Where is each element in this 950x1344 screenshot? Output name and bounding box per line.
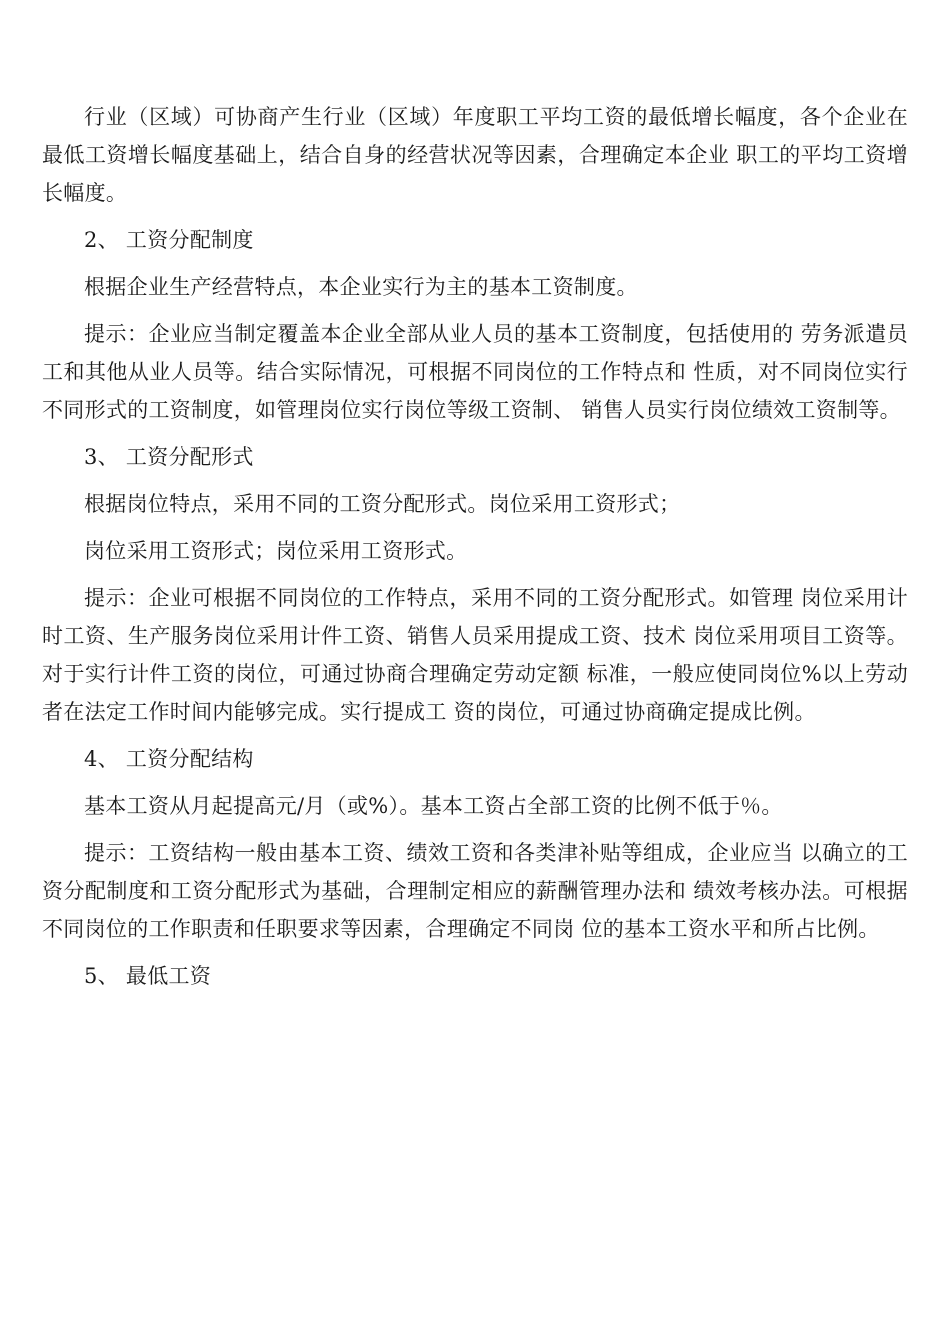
section-heading-2: 2、 工资分配制度 (84, 228, 254, 252)
section-heading-4: 4、 工资分配结构 (84, 747, 254, 771)
section-heading-3: 3、 工资分配形式 (84, 445, 254, 469)
paragraph-wage-form-2: 岗位采用工资形式；岗位采用工资形式。 (84, 539, 468, 563)
paragraph-wage-growth: 行业（区域）可协商产生行业（区域）年度职工平均工资的最低增长幅度，各个企业在最低工资增长幅度基础上，结合自身的经营状况等因素，合理确定本企业 职工的平均工资增长幅度。 (42, 105, 908, 205)
paragraph-tip-wage-system: 提示：企业应当制定覆盖本企业全部从业人员的基本工资制度，包括使用的 劳务派遣员工和其他从业人员等。结合实际情况，可根据不同岗位的工作特点和 性质，对不同岗位实行不同形式的工资制度，如管理岗位实行岗位等级工资制、 销售人员实行岗位绩效工资制等。 (42, 322, 908, 422)
paragraph-tip-wage-form: 提示：企业可根据不同岗位的工作特点，采用不同的工资分配形式。如管理 岗位采用计时工资、生产服务岗位采用计件工资、销售人员采用提成工资、技术 岗位采用项目工资等。对于实行计件工资的岗位，可通过协商合理确定劳动定额 标准，一般应使同岗位%以上劳动者在法定工作时间内能够完成。实行提成工 资的岗位，可通过协商确定提成比例。 (42, 586, 908, 724)
paragraph-basic-wage-ratio: 基本工资从月起提高元/月（或%）。基本工资占全部工资的比例不低于％。 (84, 794, 783, 818)
paragraph-wage-form-1: 根据岗位特点，采用不同的工资分配形式。岗位采用工资形式； (84, 492, 681, 516)
paragraph-tip-wage-structure: 提示：工资结构一般由基本工资、绩效工资和各类津补贴等组成，企业应当 以确立的工资分配制度和工资分配形式为基础，合理制定相应的薪酬管理办法和 绩效考核办法。可根据不同岗位的工作职责和任职要求等因素，合理确定不同岗 位的基本工资水平和所占比例。 (42, 841, 908, 941)
document-body (42, 98, 908, 1004)
paragraph-basic-wage-system: 根据企业生产经营特点，本企业实行为主的基本工资制度。 (84, 275, 638, 299)
section-heading-5: 5、 最低工资 (84, 964, 212, 988)
